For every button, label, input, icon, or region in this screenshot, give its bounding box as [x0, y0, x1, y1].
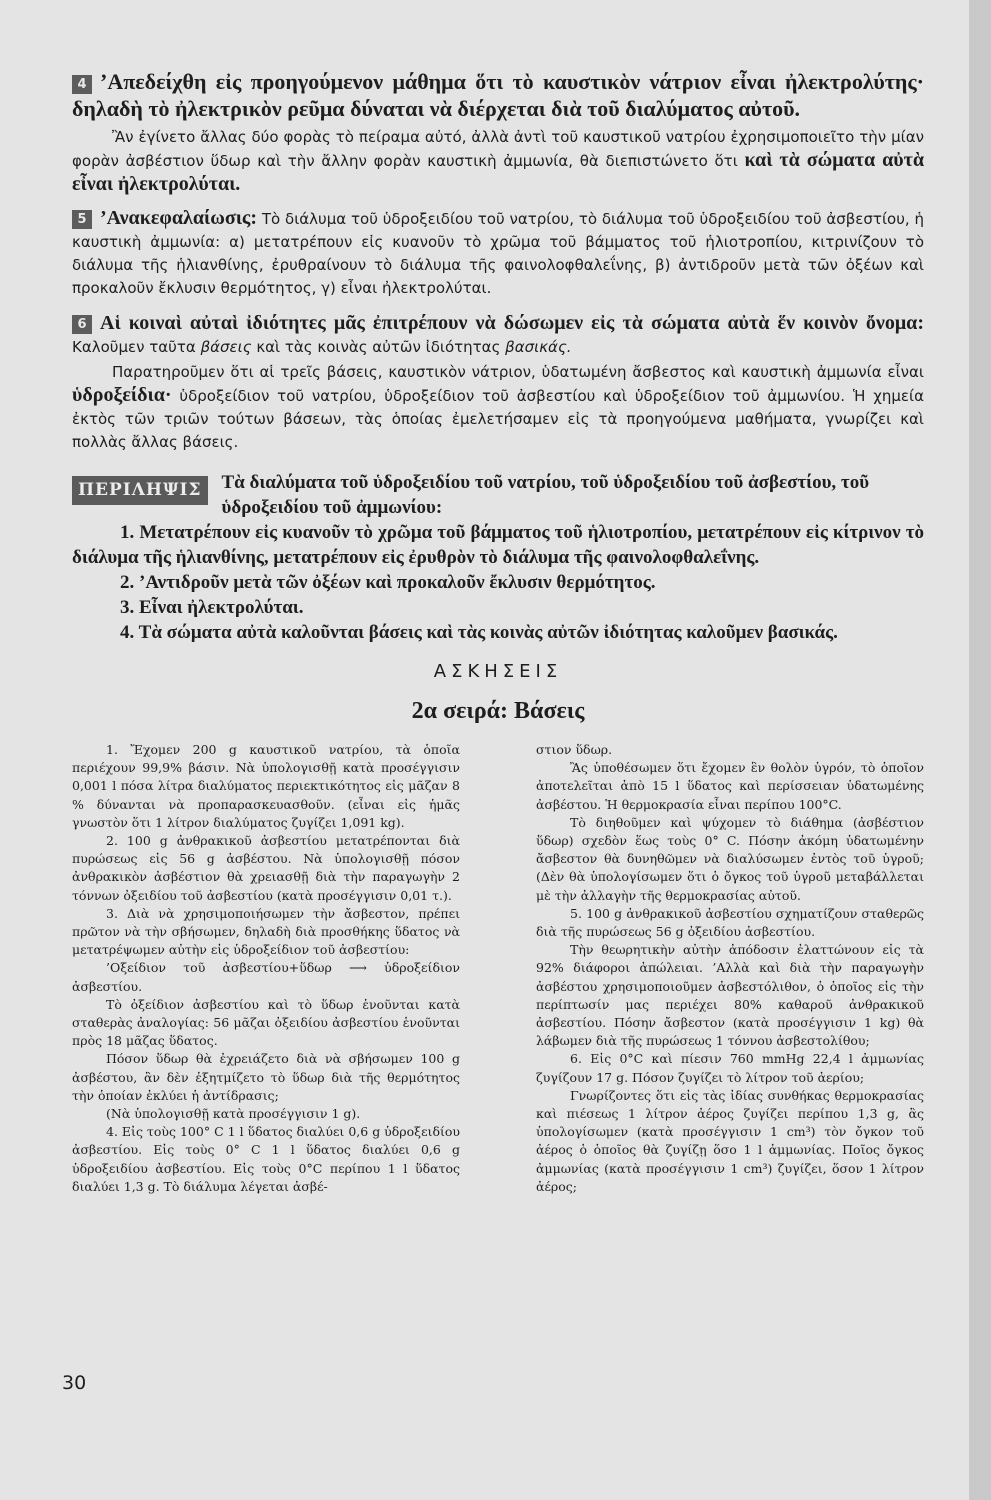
section-6-number: 6	[72, 315, 92, 334]
summary-header	[72, 470, 924, 520]
exercise-paragraph: 6. Εἰς 0°C καὶ πίεσιν 760 mmHg 22,4 l ἀμμωνίας ζυγίζουν 17 g. Πόσον ζυγίζει τὸ λίτρον τοῦ ἀερίου;	[536, 1051, 924, 1085]
summary-intro: Τὰ διαλύματα τοῦ ὑδροξειδίου τοῦ νατρίου, τοῦ ὑδροξειδίου τοῦ ἀσβεστίου, τοῦ ὑδροξειδίου τοῦ ἀμμωνίου:	[221, 472, 870, 518]
exercises-heading: ΑΣΚΗΣΕΙΣ	[433, 661, 563, 682]
exercise-paragraph: Τὸ διηθοῦμεν καὶ ψύχομεν τὸ διάθημα (ἀσβέστιον ὕδωρ) σχεδὸν ἕως τοὺς 0° C. Πόσην ἀκόμη ὑδατωμένην ἄσβεστον θὰ δυνηθῶμεν νὰ διαλύσωμεν ἐντὸς τοῦ ὑγροῦ; (Δὲν θὰ ὑπολογίσωμεν ὅτι ὁ ὄγκος τοῦ ὑγροῦ μεταβάλλεται μὲ τὴν ἀλλαγὴν τῆς θερμοκρασίας αὐτοῦ.	[536, 814, 924, 903]
exercise-paragraph: στιον ὕδωρ.	[536, 742, 613, 757]
exercise-paragraph: Τὴν θεωρητικὴν αὐτὴν ἀπόδοσιν ἐλαττώνουν εἰς τὰ 92% διάφοροι ἀπώλειαι. ’Αλλὰ καὶ διὰ τὴν παραγωγὴν ἀσβέστου χρησιμοποιοῦμεν ἀσβεστόλιθον, ὁ ὁποῖος εἰς τὴν περίπτωσίν μας περιέχει 80% καθαροῦ ἀνθρακικοῦ ἀσβεστίου. Πόσην ἄσβεστον (κατὰ προσέγγισιν 1 kg) θὰ λάβωμεν διὰ τῆς πυρώσεως 1 τόννου ἀσβεστολίθου;	[536, 942, 924, 1049]
section-5-text: Τὸ διάλυμα τοῦ ὑδροξειδίου τοῦ νατρίου, τὸ διάλυμα τοῦ ὑδροξειδίου τοῦ ἀσβεστίου, ἡ καυστικὴ ἀμμωνία: α) μετατρέπουν εἰς κυανοῦν τὸ χρῶμα τοῦ βάμματος τοῦ ἡλιοτροπίου, κιτρινίζουν τὸ διάλυμα τῆς ἡλιανθίνης, ἐρυθραίνουν τὸ διάλυμα τῆς φαινολοφθαλεΐνης, β) ἀντιδροῦν μετὰ τῶν ὀξέων καὶ προκαλοῦν ἔκλυσιν θερμότητος, γ) εἶναι ἠλεκτρολύται.	[72, 210, 924, 297]
section-4-number: 4	[72, 75, 92, 94]
exercise-columns	[72, 741, 924, 1196]
exercise-column-left	[72, 741, 460, 1196]
section-4-text: Ἂν ἐγίνετο ἄλλας δύο φορὰς τὸ πείραμα αὐτό, ἀλλὰ ἀντὶ τοῦ καυστικοῦ νατρίου ἐχρησιμοποιεῖτο τὴν μίαν φορὰν ἀσβέστιον ὕδωρ καὶ τὴν ἄλλην φορὰν καυστικὴ ἀμμωνία, θὰ διεπιστώνετο ὅτι καὶ τὰ σώματα αὐτὰ εἶναι ἠλεκτρολύται.	[72, 128, 924, 195]
exercise-paragraph: (Νὰ ὑπολογισθῇ κατὰ προσέγγισιν 1 g).	[106, 1106, 361, 1122]
exercise-paragraph: 4. Εἰς τοὺς 100° C 1 l ὕδατος διαλύει 0,6 g ὑδροξειδίου ἀσβεστίου. Εἰς τοὺς 0° C 1 l ὕδατος διαλύει 0,6 g ὑδροξειδίου ἀσβεστίου. Εἰς τοὺς 0°C περίπου 1 l ὕδατος διαλύει 1,3 g. Τὸ διάλυμα λέγεται ἀσβέ-	[72, 1124, 460, 1194]
section-5-number: 5	[72, 210, 92, 229]
term-baseis: βάσεις	[200, 338, 252, 356]
summary-item: 4. Τὰ σώματα αὐτὰ καλοῦνται βάσεις καὶ τὰς κοινὰς αὐτῶν ἰδιότητας καλοῦμεν βασικάς.	[120, 622, 838, 643]
term-hydroxides: ὑδροξείδια·	[72, 384, 172, 406]
exercise-paragraph: 3. Διὰ νὰ χρησιμοποιήσωμεν τὴν ἄσβεστον, πρέπει πρῶτον νὰ τὴν σβήσωμεν, δηλαδὴ διὰ προσθήκης ὕδατος νὰ μετατρέψωμεν αὐτὴν εἰς ὑδροξείδιον τοῦ ἀσβεστίου:	[72, 905, 460, 958]
exercise-paragraph: 1. Ἔχομεν 200 g καυστικοῦ νατρίου, τὰ ὁποῖα περιέχουν 99,9% βάσιν. Νὰ ὑπολογισθῇ κατὰ προσέγγισιν 0,001 l πόσα λίτρα διαλύματος περιεκτικότητος εἰς μᾶζαν 8 % δύνανται νὰ προπαρασκευασθοῦν. (εἶναι εἰς ἡμᾶς γνωστὸν ὅτι 1 λίτρον διαλύματος ζυγίζει 1,091 kg).	[72, 742, 460, 830]
summary-item: 2. ’Αντιδροῦν μετὰ τῶν ὀξέων καὶ προκαλοῦν ἔκλυσιν θερμότητος.	[120, 572, 656, 593]
exercise-column-right	[536, 741, 924, 1196]
section-4-lead: 4 ’Απεδείχθη εἰς προηγούμενον μάθημα ὅτι τὸ καυστικὸν νάτριον εἶναι ἠλεκτρολύτης· δηλαδὴ τὸ ἠλεκτρικὸν ρεῦμα δύναται νὰ διέρχεται διὰ τοῦ διαλύματος αὐτοῦ.	[72, 69, 924, 121]
page-content	[72, 68, 924, 1196]
section-6-lead: Αἱ κοιναὶ αὐταὶ ἰδιότητες μᾶς ἐπιτρέπουν νὰ δώσωμεν εἰς τὰ σώματα αὐτὰ ἕν κοινὸν ὄνομα:	[100, 312, 924, 334]
section-6: 6 Αἱ κοιναὶ αὐταὶ ἰδιότητες μᾶς ἐπιτρέπουν νὰ δώσωμεν εἰς τὰ σώματα αὐτὰ ἕν κοινὸν ὄνομα: Καλοῦμεν ταῦτα βάσεις καὶ τὰς κοινὰς αὐτῶν ἰδιότητας βασικάς.	[72, 312, 924, 356]
summary-item: 1. Μετατρέπουν εἰς κυανοῦν τὸ χρῶμα τοῦ βάμματος τοῦ ἡλιοτροπίου, μετατρέπουν εἰς κίτρινον τὸ διάλυμα τῆς ἡλιανθίνης, μετατρέπουν εἰς ἐρυθρὸν τὸ διάλυμα τῆς φαινολοφθαλεΐνης.	[72, 522, 924, 568]
section-6-paragraph-2: Παρατηροῦμεν ὅτι αἱ τρεῖς βάσεις, καυστικὸν νάτριον, ὑδατωμένη ἄσβεστος καὶ καυστικὴ ἀμμωνία εἶναι ὑδροξείδια· ὑδροξείδιον τοῦ νατρίου, ὑδροξείδιον τοῦ ἀσβεστίου καὶ ὑδροξείδιον τοῦ ἀμμωνίου. Ἡ χημεία ἐκτὸς τῶν τριῶν τούτων βάσεων, τὰς ὁποίας ἐμελετήσαμεν εἰς τὰ προηγούμενα μαθήματα, γνωρίζει καὶ πολλὰς ἄλλας βάσεις.	[72, 363, 924, 451]
page-edge	[969, 0, 991, 1500]
exercise-paragraph: Τὸ ὀξείδιον ἀσβεστίου καὶ τὸ ὕδωρ ἑνοῦνται κατὰ σταθερὰς ἀναλογίας: 56 μᾶζαι ὀξειδίου ἀσβεστίου ἑνοῦνται πρὸς 18 μᾶζας ὕδατος.	[72, 996, 460, 1049]
term-vasikas: βασικάς.	[505, 338, 572, 356]
section-5-lead: ’Ανακεφαλαίωσις:	[100, 207, 257, 229]
exercise-paragraph: Πόσον ὕδωρ θὰ ἐχρειάζετο διὰ νὰ σβήσωμεν 100 g ἀσβέστου, ἂν δὲν ἐξητμίζετο τὸ ὕδωρ διὰ τῆς θερμότητος τὴν ὁποίαν ἐκλύει ἡ ἀντίδρασις;	[72, 1051, 460, 1103]
exercise-paragraph: 2. 100 g ἀνθρακικοῦ ἀσβεστίου μετατρέπονται διὰ πυρώσεως εἰς 56 g ἀσβέστου. Νὰ ὑπολογισθῇ πόσον ἀνθρακικὸν ἀσβέστιον θὰ χρειασθῇ διὰ τὴν παραγωγὴν 2 τόννων ὀξειδίου τοῦ ἀσβεστίου (κατὰ προσέγγισιν 0,01 τ.).	[72, 833, 460, 903]
exercise-paragraph: Ἂς ὑποθέσωμεν ὅτι ἔχομεν ἓν θολὸν ὑγρόν, τὸ ὁποῖον ἀποτελεῖται ἀπὸ 15 l ὕδατος καὶ περίσσειαν ὑδατωμένης ἀσβέστου. Ἡ θερμοκρασία εἶναι περίπου 100°C.	[536, 760, 924, 812]
series-title: 2α σειρά: Βάσεις	[411, 698, 585, 724]
summary-item: 3. Εἶναι ἠλεκτρολύται.	[120, 597, 304, 618]
section-5	[72, 207, 924, 300]
section-4-conclusion: καὶ τὰ σώματα αὐτὰ εἶναι ἠλεκτρολύται.	[72, 149, 924, 195]
summary-label: ΠΕΡΙΛΗΨΙΣ	[72, 476, 208, 505]
exercise-equation: ’Οξείδιον τοῦ ἀσβεστίου+ὕδωρ ⟶ ὑδροξείδιον ἀσβεστίου.	[72, 960, 460, 994]
summary-block	[72, 470, 924, 645]
page-number: 30	[62, 1372, 87, 1394]
exercise-paragraph: Γνωρίζοντες ὅτι εἰς τὰς ἰδίας συνθήκας θερμοκρασίας καὶ πιέσεως 1 λίτρον ἀέρος ζυγίζει περίπου 1,3 g, ἂς ὑπολογίσωμεν (κατὰ προσέγγισιν 1 cm³) τὸν ὄγκον τοῦ ἀέρος ὁ ὁποῖος θὰ ζυγίζῃ ὅσο 1 l ἀμμωνίας. Ποῖος ὄγκος ἀμμωνίας (κατὰ προσέγγισιν 1 cm³) ζυγίζει, ὅσον 1 λίτρον ἀέρος;	[536, 1087, 924, 1194]
exercise-paragraph: 5. 100 g ἀνθρακικοῦ ἀσβεστίου σχηματίζουν σταθερῶς διὰ τῆς πυρώσεως 56 g ὀξειδίου ἀσβεστίου.	[536, 905, 924, 940]
